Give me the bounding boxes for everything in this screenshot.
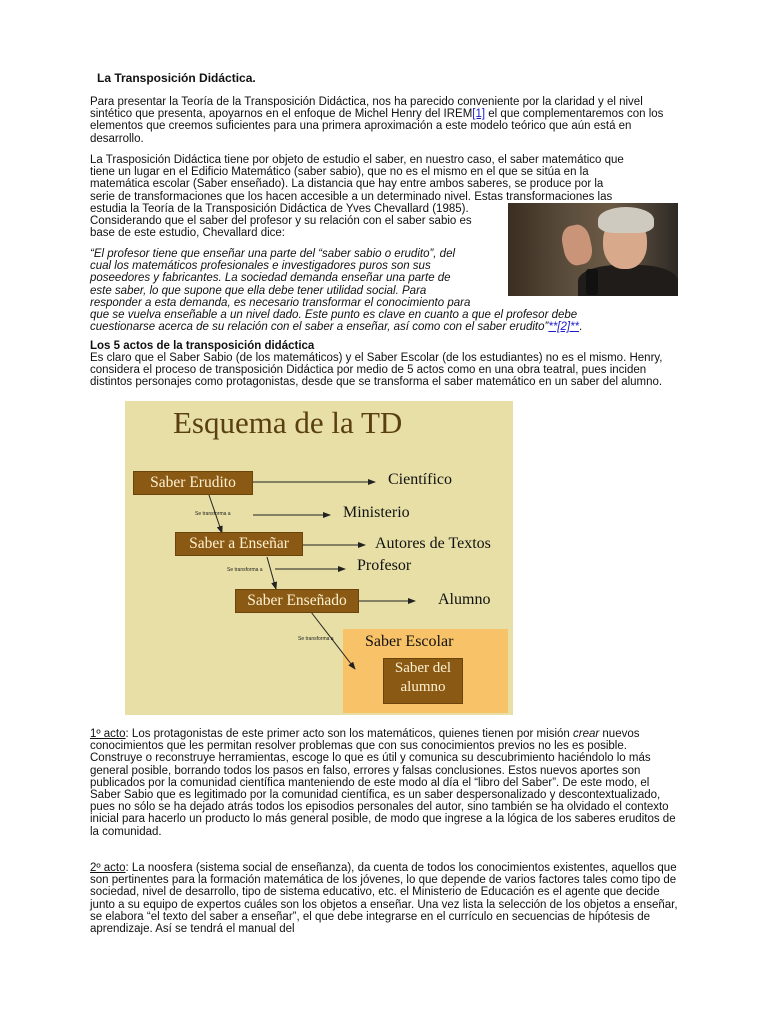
footnote-link-2[interactable]: **[2]**: [548, 321, 580, 334]
footnote-link-1[interactable]: [1]: [472, 108, 486, 121]
label-cientifico: Científico: [388, 471, 452, 488]
acto-1-text: : Los protagonistas de este primer acto son los matemáticos, quienes tienen por misión: [125, 728, 573, 740]
label-se-transforma-2: Se transforma a: [227, 567, 263, 573]
definition-line: matemática escolar (Saber enseñado). La distancia que hay entre ambos saberes, se produce por la: [90, 178, 604, 191]
acto-1-label: 1º acto: [90, 728, 126, 740]
acto-1-crear: crear: [573, 728, 600, 740]
box-saber-ensenado: Saber Enseñado: [235, 589, 359, 613]
quote-line: cual los matemáticos profesionales e investigadores puros son sus: [90, 260, 431, 273]
acto-2-text: : La noosfera (sistema social de enseñanza), da cuenta de todos los conocimientos existentes, aquellos que son pertinentes para la formación matemática de los jóvenes, lo que depende de varios factores tales como tipo de sociedad, nivel de desarrollo, tipo de sistema educativo, etc. el Ministerio de Educación es el agente que decide junto a su equipo de expertos cuáles son los objetos a enseñar. Una vez lista la selección de los objetos a enseñar, se elabora “el texto del saber a enseñar”, el que debe integrarse en el currículo en secuencias de hipótesis de aprendizaje. Así se tendrá el manual del: [90, 862, 678, 936]
section-heading-5-actos: Los 5 actos de la transposición didáctica: [90, 340, 315, 352]
quote-line: cuestionarse acerca de su relación con el saber a enseñar, así como con el saber erudito”: [90, 321, 549, 334]
acto-2-label: 2º acto: [90, 862, 126, 874]
label-se-transforma-1: Se transforma a: [195, 511, 231, 517]
td-diagram: [125, 401, 513, 715]
label-profesor: Profesor: [357, 557, 412, 574]
box-saber-del-alumno-line2: alumno: [400, 679, 446, 695]
label-alumno: Alumno: [438, 591, 491, 608]
quote-line: responder a esta demanda, es necesario transformar el conocimiento para: [90, 296, 471, 309]
paragraph-acto-1: [90, 728, 680, 838]
definition-line: tiene un lugar en el Edificio Matemático (saber sabio), que no es el mismo en el que se sitúa en la: [90, 166, 589, 179]
box-saber-erudito: Saber Erudito: [133, 471, 253, 495]
quote-line: poseedores y fabricantes. La sociedad demanda enseñar una parte de: [90, 272, 451, 285]
arrow-transform-2: [267, 557, 276, 589]
quote-line: este saber, lo que supone que ella debe tener utilidad social. Para: [90, 284, 427, 297]
diagram-title: Esquema de la TD: [173, 405, 403, 440]
box-saber-del-alumno-line1: Saber del: [394, 660, 452, 676]
saber-escolar-label: Saber Escolar: [365, 633, 454, 650]
document-title: La Transposición Didáctica.: [97, 71, 256, 85]
intro-text-end: el que complementaremos con los elementos que creemos suficientes para una primera aproximación a este modelo teórico que aún está en desarrollo.: [90, 108, 664, 145]
acto-1-text-end: nuevos conocimientos que les permitan resolver problemas que con sus conocimientos previos no les es posible. Construye o reconstruye herramientas, escoge lo que es útil y comunica su descubrimiento haciéndolo lo más general posible, borrando todos los pasos en falso, errores y falsas conclusiones. Estos nuevos aportes son publicados por la comunidad científica manteniendo de este modo al día el “libro del Saber”. De este modo, el Saber Sabio que es legitimado por la comunidad científica, es un saber despersonalizado y descontextualizado, pues no sólo se ha dejado atrás todos los episodios personales del autor, sino también se ha olvidado el contexto inicial para hacerlo un producto lo más general posible, de modo que ingrese a la lógica de los saberes eruditos de la comunidad.: [90, 728, 676, 838]
quote-line: “El profesor tiene que enseñar una parte del “saber sabio o erudito”, del: [90, 248, 456, 260]
intro-text: Para presentar la Teoría de la Transposición Didáctica, nos ha parecido conveniente por la claridad y el nivel sintético que presenta, apoyarnos en el enfoque de Michel Henry del IREM: [90, 96, 643, 121]
quote-line: que se vuelva enseñable a un nivel dado. Este punto es clave en cuanto a que el profesor debe: [90, 309, 578, 322]
label-se-transforma-3: Se transforma a: [298, 636, 334, 642]
definition-line: base de este estudio, Chevallard dice:: [90, 227, 285, 240]
definition-line: estudia la Teoría de la Transposición Didáctica de Yves Chevallard (1985).: [90, 202, 469, 215]
paragraph-acto-2: [90, 862, 680, 935]
box-saber-a-ensenar: Saber a Enseñar: [175, 532, 303, 556]
label-autores-de-textos: Autores de Textos: [375, 535, 491, 552]
definition-line: La Trasposición Didáctica tiene por objeto de estudio el saber, en nuestro caso, el saber matemático que: [90, 154, 624, 166]
label-ministerio: Ministerio: [343, 504, 410, 521]
paragraph-5-actos: Es claro que el Saber Sabio (de los matemáticos) y el Saber Escolar (de los estudiantes) no es el mismo. Henry, considera el proceso de transposición Didáctica por medio de 5 actos como en una obra teatral, pues inciden distintos personajes como protagonistas, desde que se transforma el saber matemático en un saber del alumno.: [90, 352, 663, 389]
paragraph-intro: [90, 96, 680, 145]
quote-end: .: [579, 321, 583, 334]
definition-line: serie de transformaciones que los hacen accesible a un determinado nivel. Estas transformaciones las: [90, 190, 613, 203]
chevallard-quote: [90, 248, 680, 333]
definition-line: Considerando que el saber del profesor y su relación con el saber sabio es: [90, 215, 472, 228]
box-saber-del-alumno: [383, 658, 463, 704]
